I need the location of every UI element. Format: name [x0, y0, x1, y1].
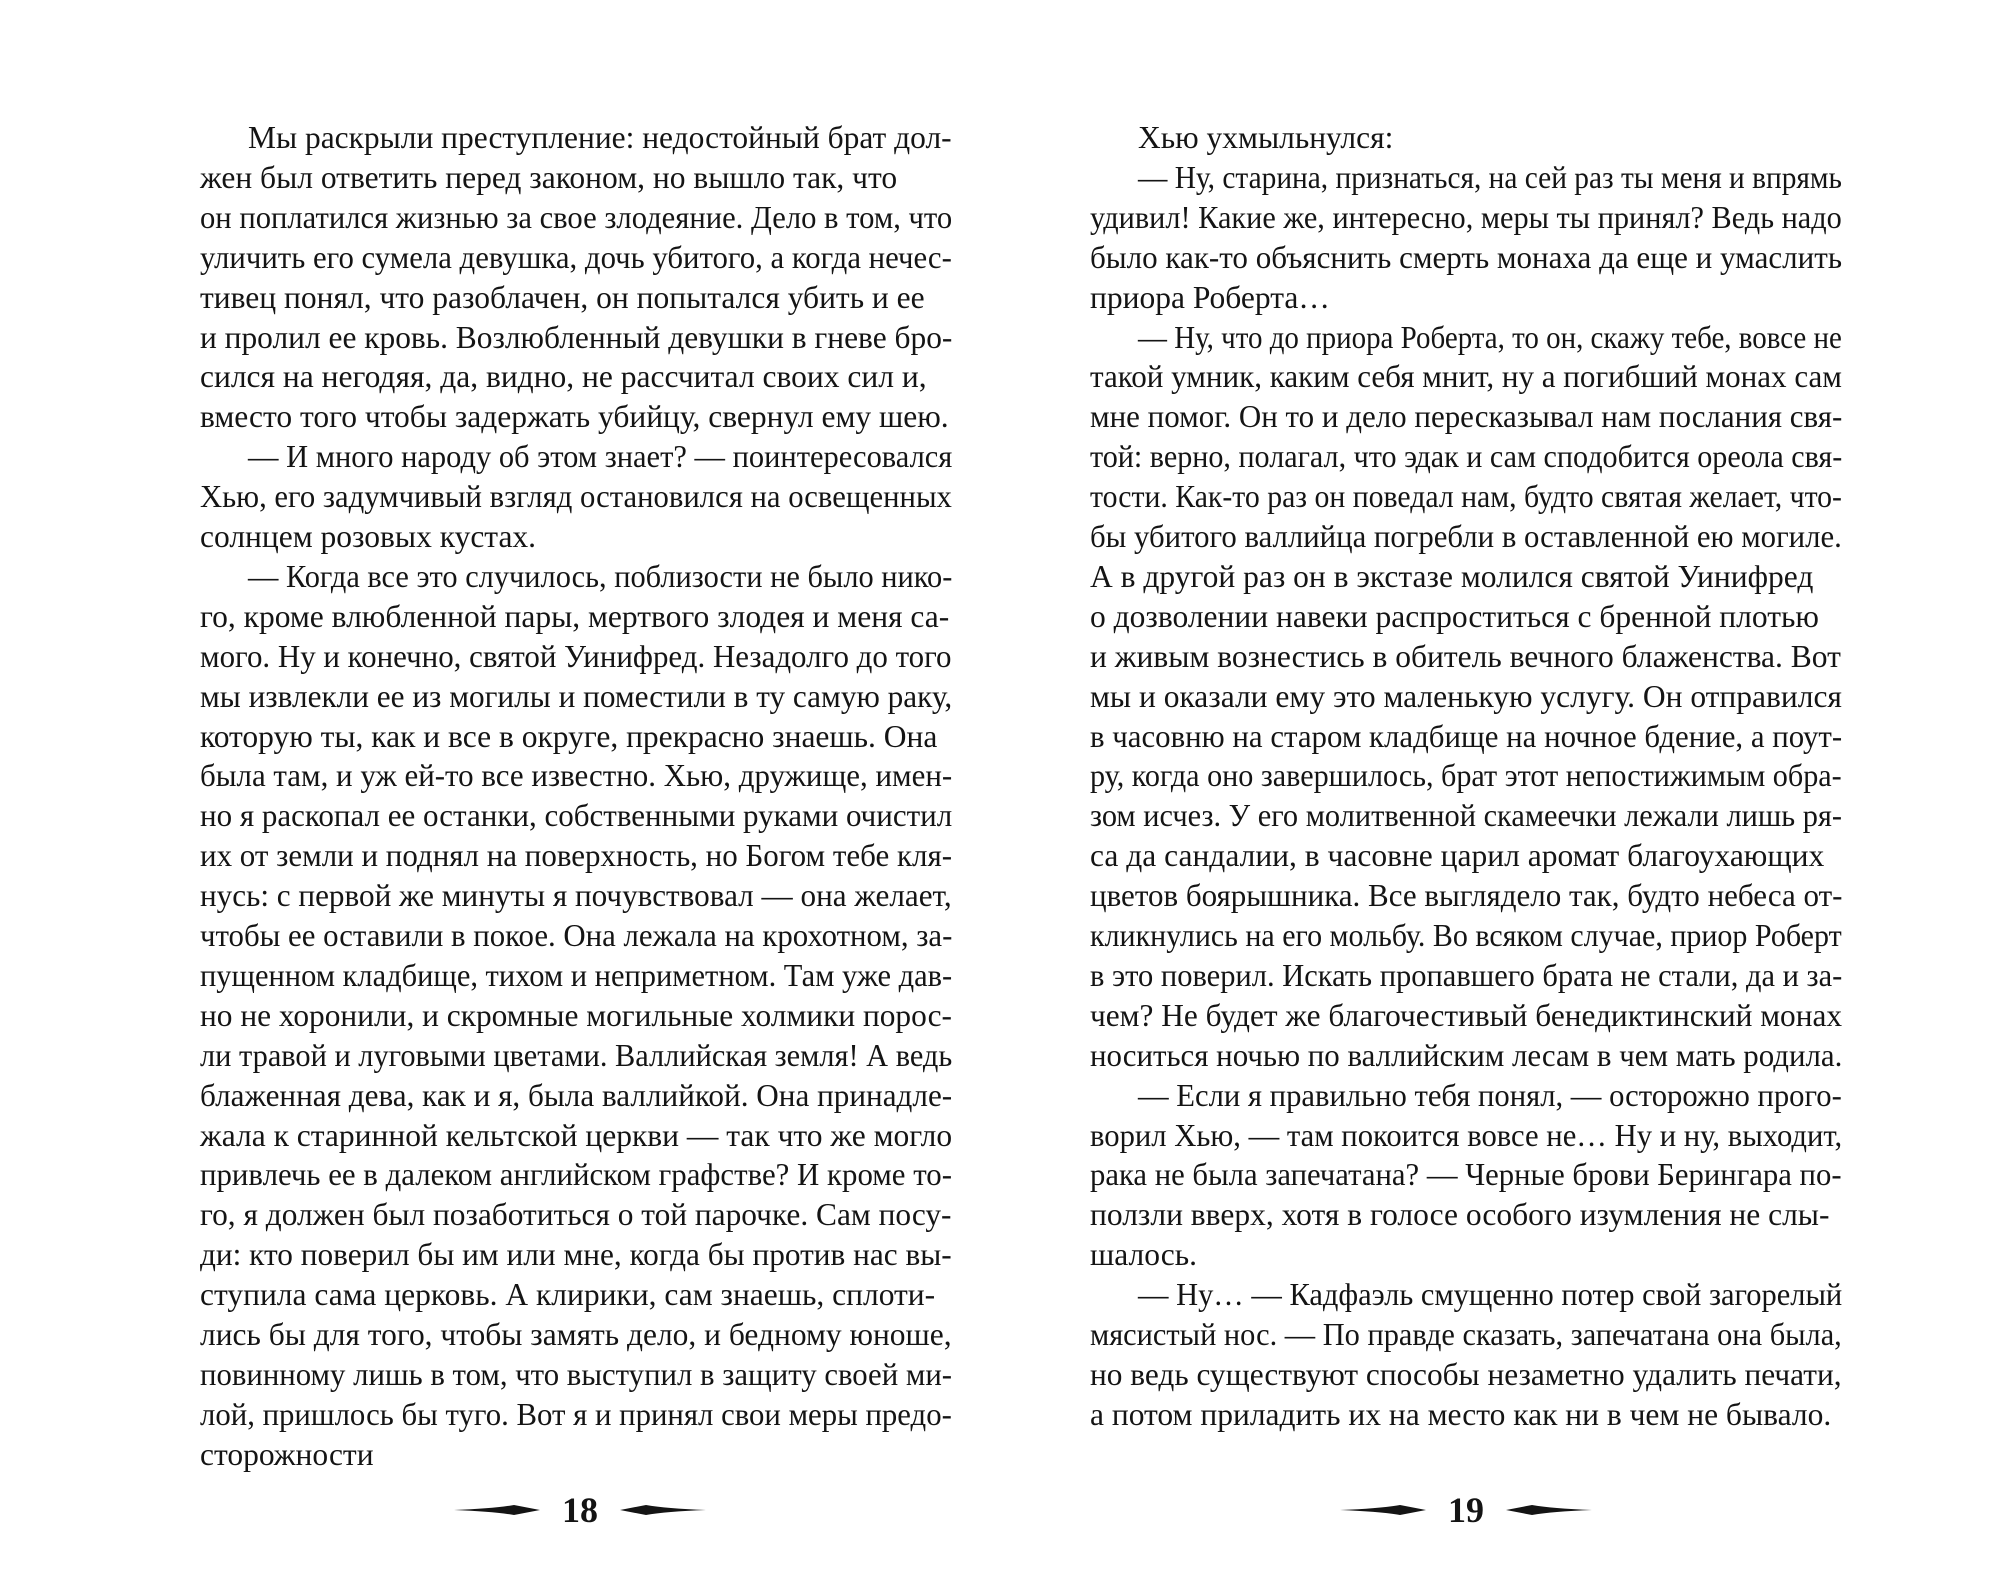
text-line: — И много народу об этом знает? — поинтересовался	[248, 439, 953, 475]
text-line: — Ну, старина, признаться, на сей раз ты меня и впрямь	[1138, 159, 1842, 195]
text-line: бы убитого валлийца погребли в оставленной ею могиле.	[1090, 519, 1842, 554]
text-line: повинному лишь в том, что выступил в защиту своей ми-	[200, 1356, 953, 1392]
text-line: го, кроме влюбленной пары, мертвого злодея и меня са-	[200, 598, 950, 634]
text-line: Мы раскрыли преступление: недостойный брат дол-	[248, 120, 952, 155]
text-line: той: верно, полагал, что эдак и сам сподобится ореола свя-	[1090, 439, 1843, 475]
text-line: Хью, его задумчивый взгляд остановился на освещенных	[200, 479, 952, 515]
text-line: носиться ночью по валлийским лесам в чем мать родила.	[1090, 1037, 1843, 1073]
text-line: приора Роберта…	[1090, 279, 1330, 315]
text-line: тости. Как-то раз он поведал нам, будто святая желает, что-	[1090, 479, 1842, 515]
text-line: — Если я правильно тебя понял, — осторожно прого-	[1138, 1077, 1842, 1113]
left-page-folio	[430, 1480, 730, 1540]
text-line: сился на негодяя, да, видно, не рассчитал своих сил и,	[200, 359, 927, 395]
text-line: ворил Хью, — там покоится вовсе не… Ну и ну, выходит,	[1090, 1117, 1843, 1153]
text-line: мы и оказали ему это маленькую услугу. Он отправился	[1090, 678, 1842, 714]
text-line: в часовню на старом кладбище на ночное бдение, а поут-	[1090, 718, 1843, 754]
text-line: привлечь ее в далеком английском графстве? И кроме то-	[200, 1157, 952, 1193]
text-line: солнцем розовых кустах.	[200, 519, 537, 554]
text-line: нусь: с первой же минуты я почувствовал — она желает,	[200, 878, 952, 914]
text-line: лой, пришлось бы туго. Вот я и принял свои меры предо-	[200, 1396, 952, 1432]
text-line: А в другой раз он в экстазе молился святой Уинифред	[1090, 558, 1814, 594]
text-line: рака не была запечатана? — Черные брови Берингара по-	[1090, 1157, 1842, 1193]
text-line: и живым вознестись в обитель вечного блаженства. Вот	[1090, 638, 1841, 674]
text-line: пущенном кладбище, тихом и неприметном. Там уже дав-	[200, 957, 953, 993]
text-line: мне помог. Он то и дело пересказывал нам послания свя-	[1090, 399, 1843, 435]
text-line: было как-то объяснить смерть монаха да еще и умаслить	[1090, 239, 1842, 275]
text-line: жен был ответить перед законом, но вышло так, что	[200, 159, 898, 195]
text-line: шалось.	[1090, 1237, 1197, 1273]
text-line: ди: кто поверил бы им или мне, когда бы против нас вы-	[200, 1237, 952, 1273]
text-line: ползли вверх, хотя в голосе особого изумления не слы-	[1090, 1197, 1830, 1233]
text-line: го, я должен был позаботиться о той парочке. Сам посу-	[200, 1197, 952, 1233]
text-line: сторожности	[200, 1436, 374, 1472]
text-line: удивил! Какие же, интересно, меры ты принял? Ведь надо	[1090, 199, 1842, 235]
text-line: Хью ухмыльнулся:	[1138, 120, 1394, 155]
text-line: блаженная дева, как и я, была валлийкой. Она принадле-	[200, 1077, 953, 1113]
text-line: вместо того чтобы задержать убийцу, свернул ему шею.	[200, 399, 949, 435]
text-line: но ведь существуют способы незаметно удалить печати,	[1090, 1356, 1842, 1392]
text-line: кликнулись на его мольбу. Во всяком случае, приор Роберт	[1090, 918, 1842, 953]
text-line: цветов боярышника. Все выглядело так, будто небеса от-	[1090, 878, 1843, 914]
right-page-folio	[1316, 1480, 1616, 1540]
text-line: такой умник, каким себя мнит, ну а погибший монах сам	[1090, 359, 1842, 395]
text-line: чтобы ее оставили в покое. Она лежала на крохотном, за-	[200, 918, 953, 953]
text-line: са да сандалии, в часовне царил аромат благоухающих	[1090, 838, 1825, 874]
text-line: мы извлекли ее из могилы и поместили в ту самую раку,	[200, 678, 953, 714]
page-number-left: 18	[562, 1490, 598, 1530]
text-line: мясистый нос. — По правде сказать, запечатана она была,	[1090, 1317, 1842, 1352]
text-line: но я раскопал ее останки, собственными руками очистил	[200, 798, 953, 834]
text-line: ру, когда оно завершилось, брат этот непостижимым обра-	[1090, 758, 1842, 794]
text-line: и пролил ее кровь. Возлюбленный девушки в гневе бро-	[200, 319, 953, 355]
text-line: — Ну, что до приора Роберта, то он, скажу тебе, вовсе не	[1138, 319, 1842, 355]
right-ornament-icon	[620, 1503, 706, 1517]
text-line: о дозволении навеки распроститься с бренной плотью	[1090, 598, 1819, 634]
text-line: в это поверил. Искать пропавшего брата не стали, да и за-	[1090, 957, 1843, 993]
text-line: — Когда все это случилось, поблизости не было нико-	[248, 558, 953, 594]
text-line: которую ты, как и все в округе, прекрасно знаешь. Она	[200, 718, 938, 754]
text-line: уличить его сумела девушка, дочь убитого, а когда нечес-	[200, 239, 952, 275]
text-line: но не хоронили, и скромные могильные холмики порос-	[200, 997, 952, 1033]
left-ornament-icon	[454, 1503, 540, 1517]
text-line: ступила сама церковь. А клирики, сам знаешь, сплоти-	[200, 1277, 936, 1313]
text-line: ли травой и луговыми цветами. Валлийская земля! А ведь	[200, 1037, 953, 1073]
text-line: он поплатился жизнью за свое злодеяние. Дело в том, что	[200, 199, 953, 235]
text-line: тивец понял, что разоблачен, он попытался убить и ее	[200, 279, 925, 315]
text-line: чем? Не будет же благочестивый бенедиктинский монах	[1090, 997, 1843, 1033]
text-line: зом исчез. У его молитвенной скамеечки лежали лишь ря-	[1090, 798, 1842, 834]
text-line: лись бы для того, чтобы замять дело, и бедному юноше,	[200, 1317, 952, 1352]
text-line: их от земли и поднял на поверхность, но Богом тебе кля-	[200, 838, 953, 874]
text-line: — Ну… — Кадфаэль смущенно потер свой загорелый	[1138, 1277, 1843, 1313]
text-line: жала к старинной кельтской церкви — так что же могло	[200, 1117, 953, 1153]
page-number-right: 19	[1448, 1490, 1484, 1530]
left-ornament-icon	[1340, 1503, 1426, 1517]
right-ornament-icon	[1506, 1503, 1592, 1517]
text-line: мого. Ну и конечно, святой Уинифред. Незадолго до того	[200, 638, 952, 674]
text-line: а потом приладить их на место как ни в чем не бывало.	[1090, 1396, 1832, 1432]
text-line: была там, и уж ей-то все известно. Хью, дружище, имен-	[200, 758, 953, 794]
